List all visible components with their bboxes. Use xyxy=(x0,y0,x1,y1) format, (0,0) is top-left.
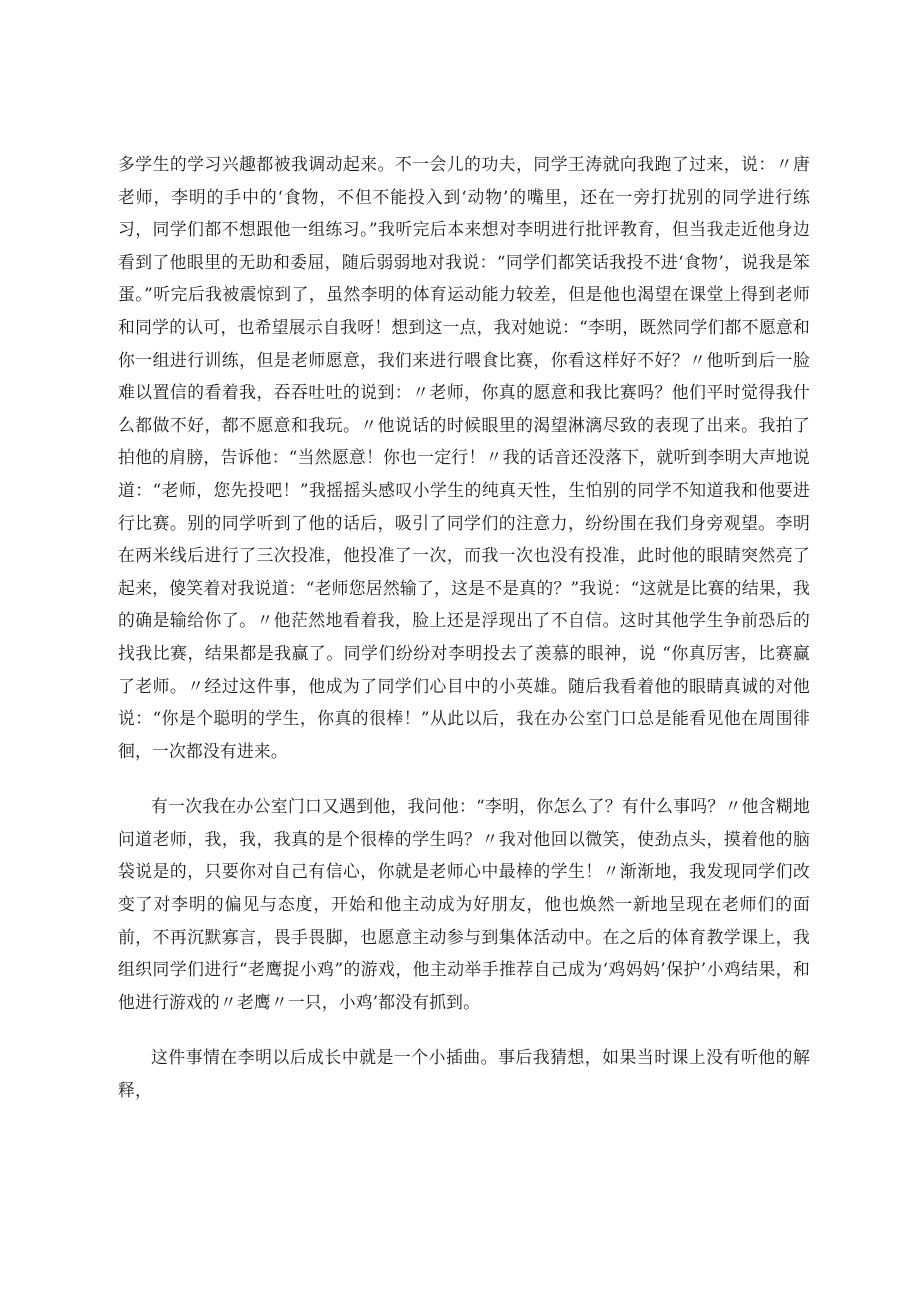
paragraph-gap xyxy=(118,1018,810,1041)
paragraph-3: 这件事情在李明以后成长中就是一个小插曲。事后我猜想，如果当时课上没有听他的解释， xyxy=(118,1047,810,1101)
document-body xyxy=(118,148,810,1107)
paragraph-2: 有一次我在办公室门口又遇到他，我问他：“李明，你怎么了？有什么事吗？〃他含糊地问道老师，我，我，我真的是个很棒的学生吗？〃我对他回以微笑，使劲点头，摸着他的脑袋说是的，只要你对自己有信心，你就是老师心中最棒的学生！〃渐渐地，我发现同学们改变了对李明的偏见与态度，开始和他主动成为好朋友，他也焕然一新地呈现在老师们的面前，不再沉默寡言，畏手畏脚，也愿意主动参与到集体活动中。在之后的体育教学课上，我组织同学们进行“老鹰捉小鸡”的游戏，他主动举手推荐自己成为‘鸡妈妈’保护’小鸡结果，和他进行游戏的〃老鹰〃一只，小鸡’都没有抓到。 xyxy=(118,796,810,1012)
paragraph-gap xyxy=(118,767,810,790)
paragraph-1: 多学生的学习兴趣都被我调动起来。不一会儿的功夫，同学王涛就向我跑了过来，说：〃唐老师，李明的手中的‘食物，不但不能投入到‘动物’的嘴里，还在一旁打扰别的同学进行练习，同学们都不想跟他一组练习。”我听完后本来想对李明进行批评教育，但当我走近他身边看到了他眼里的无助和委屈，随后弱弱地对我说：“同学们都笑话我投不进‘食物’，说我是笨蛋。”听完后我被震惊到了，虽然李明的体育运动能力较差，但是他也渴望在课堂上得到老师和同学的认可，也希望展示自我呀！想到这一点，我对她说：“李明，既然同学们都不愿意和你一组进行训练，但是老师愿意，我们来进行喂食比赛，你看这样好不好？〃他听到后一脸难以置信的看着我，吞吞吐吐的说到：〃老师，你真的愿意和我比赛吗？他们平时觉得我什么都做不好，都不愿意和我玩。〃他说话的时候眼里的渴望淋漓尽致的表现了出来。我拍了拍他的肩膀，告诉他：“当然愿意！你也一定行！〃我的话音还没落下，就听到李明大声地说道：“老师，您先投吧！”我摇摇头感叹小学生的纯真天性，生怕别的同学不知道我和他要进行比赛。别的同学听到了他的话后，吸引了同学们的注意力，纷纷围在我们身旁观望。李明在两米线后进行了三次投准，他投准了一次，而我一次也没有投准，此时他的眼睛突然亮了起来，傻笑着对我说道：“老师您居然输了，这是不是真的？”我说：“这就是比赛的结果，我的确是输给你了。〃他茫然地看着我，脸上还是浮现出了不自信。这时其他学生争前恐后的找我比赛，结果都是我赢了。同学们纷纷对李明投去了羡慕的眼神，说 “你真厉害，比赛赢了老师。〃经过这件事，他成为了同学们心目中的小英雄。随后我看着他的眼睛真诚的对他说：“你是个聪明的学生，你真的很棒！”从此以后，我在办公室门口总是能看见他在周围徘徊，一次都没有进来。 xyxy=(118,154,810,761)
